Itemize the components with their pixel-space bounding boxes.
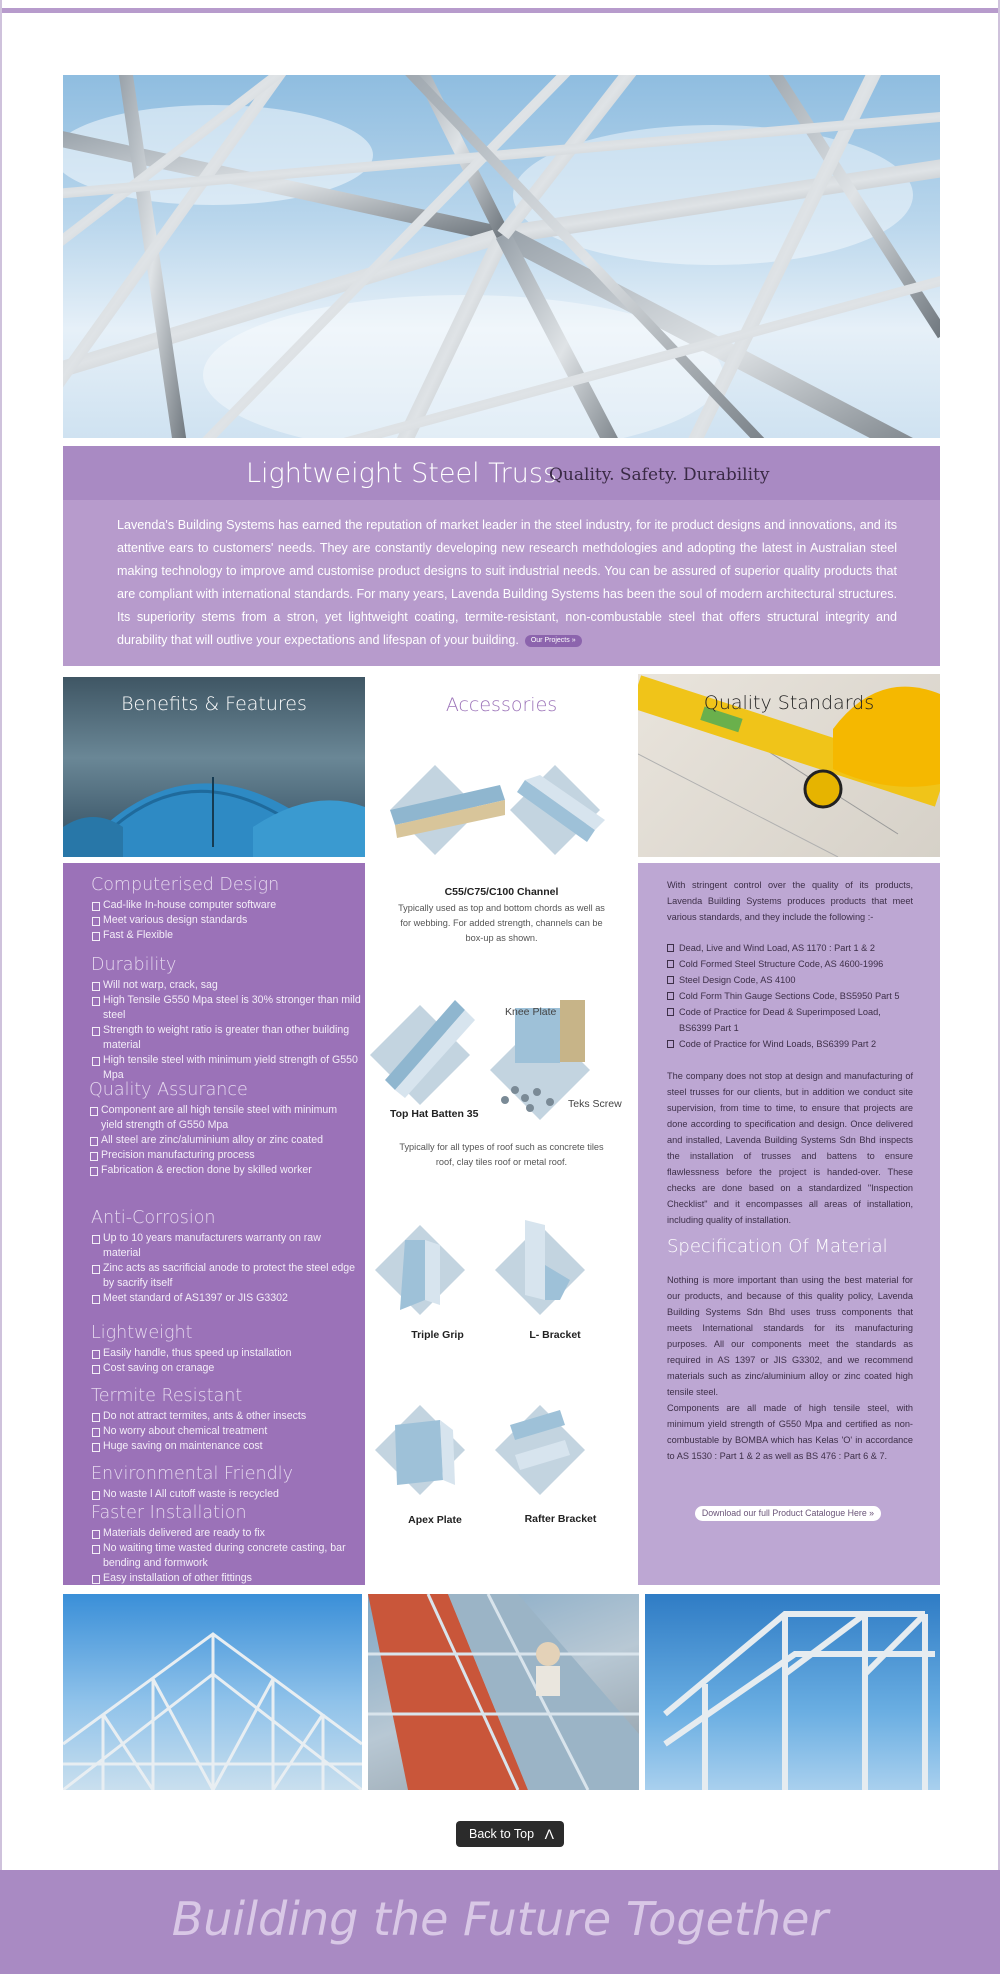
benefits-umbrella-image bbox=[63, 677, 365, 857]
download-catalogue-button[interactable]: Download our full Product Catalogue Here » bbox=[695, 1506, 881, 1521]
teks-screw-label: Teks Screw bbox=[568, 1098, 622, 1110]
feature-title: Lightweight bbox=[91, 1323, 193, 1343]
feature-item: Fast & Flexible bbox=[91, 928, 361, 943]
feature-group bbox=[91, 1323, 361, 1376]
chevron-up-icon: Λ bbox=[544, 1826, 554, 1842]
feature-title: Anti-Corrosion bbox=[91, 1208, 216, 1228]
feature-group bbox=[91, 1386, 361, 1454]
quality-panel bbox=[638, 863, 940, 1585]
feature-item: Cost saving on cranage bbox=[91, 1361, 361, 1376]
feature-item: Will not warp, crack, sag bbox=[91, 978, 361, 993]
standard-item: Code of Practice for Dead & Superimposed Load, BS6399 Part 1 bbox=[667, 1004, 913, 1036]
feature-item: No waiting time wasted during concrete casting, bar bending and formwork bbox=[91, 1541, 361, 1571]
feature-group bbox=[91, 875, 361, 943]
feature-item: Easily handle, thus speed up installation bbox=[91, 1346, 361, 1361]
standard-item: Code of Practice for Wind Loads, BS6399 Part 2 bbox=[667, 1036, 913, 1052]
top-hat-batten-icon bbox=[370, 1000, 590, 1120]
banner-tagline: Quality. Safety. Durability bbox=[549, 465, 770, 485]
intro-banner bbox=[63, 446, 940, 666]
top-bar bbox=[0, 0, 1000, 14]
feature-item: Strength to weight ratio is greater than other building material bbox=[91, 1023, 361, 1053]
standard-item: Dead, Live and Wind Load, AS 1170 : Part 1 & 2 bbox=[667, 940, 913, 956]
feature-item: Meet standard of AS1397 or JIS G3302 bbox=[91, 1291, 361, 1306]
feature-item: Component are all high tensile steel with minimum yield strength of G550 Mpa bbox=[89, 1103, 359, 1133]
rafter-bracket-label: Rafter Bracket bbox=[524, 1513, 597, 1525]
channel-label: C55/C75/C100 Channel bbox=[444, 886, 559, 898]
truss-structure-photo bbox=[63, 1594, 362, 1790]
steel-frame-photo bbox=[645, 1594, 940, 1790]
feature-item: Materials delivered are ready to fix bbox=[91, 1526, 361, 1541]
banner-body bbox=[117, 514, 897, 652]
hero-truss-image bbox=[63, 75, 940, 438]
footer-slogan: Building the Future Together bbox=[171, 1892, 829, 1946]
quality-tools-image bbox=[638, 674, 940, 857]
quality-heading: Quality Standards bbox=[703, 692, 875, 714]
knee-plate-label: Knee Plate bbox=[505, 1006, 557, 1018]
feature-title: Computerised Design bbox=[91, 875, 280, 895]
roof-tiling-photo bbox=[368, 1594, 639, 1790]
feature-item: No worry about chemical treatment bbox=[91, 1424, 361, 1439]
our-projects-link[interactable]: Our Projects » bbox=[525, 635, 582, 647]
footer bbox=[0, 1870, 1000, 1974]
feature-item: Zinc acts as sacrificial anode to protect the steel edge by sacrify itself bbox=[91, 1261, 361, 1291]
feature-item: Precision manufacturing process bbox=[89, 1148, 359, 1163]
accessories-heading: Accessories bbox=[445, 694, 558, 716]
feature-group bbox=[91, 1503, 361, 1586]
back-to-top-button[interactable] bbox=[456, 1821, 564, 1847]
feature-item: Cad-like In-house computer software bbox=[91, 898, 361, 913]
apex-plate-icon bbox=[375, 1405, 465, 1495]
batten-description: Typically for all types of roof such as concrete tiles roof, clay tiles roof or metal roof. bbox=[399, 1142, 604, 1167]
feature-title: Durability bbox=[91, 955, 177, 975]
standard-item: Cold Formed Steel Structure Code, AS 4600-1996 bbox=[667, 956, 913, 972]
triple-grip-label: Triple Grip bbox=[411, 1329, 464, 1341]
inspection-text: The company does not stop at design and manufacturing of steel trusses for our clients, but in addition we conduct site supervision, from time to time, to ensure that projects are done according to specification and design. Once delivered and installed, Lavenda Building Systems Sdn Bhd inspects the installation of trusses and battens to ensure flawlessness before the project is handed-over. These checks are done based on a standardized "Inspection Checklist" and it encompasses all areas of installation, including quality of installation. bbox=[667, 1071, 913, 1225]
feature-item: Fabrication & erection done by skilled worker bbox=[89, 1163, 359, 1178]
standards-list bbox=[667, 940, 913, 1052]
feature-item: No waste l All cutoff waste is recycled bbox=[91, 1487, 361, 1502]
spec-title: Specification Of Material bbox=[667, 1236, 888, 1257]
l-bracket-icon bbox=[495, 1220, 585, 1315]
frame-left bbox=[0, 0, 2, 1870]
feature-group bbox=[89, 1080, 359, 1178]
feature-group bbox=[91, 1208, 361, 1306]
channel-description: Typically used as top and bottom chords as well as for webbing. For added strength, channels can be box-up as shown. bbox=[398, 903, 605, 943]
top-hat-batten-label: Top Hat Batten 35 bbox=[390, 1108, 479, 1120]
accessories-illustrations bbox=[365, 720, 638, 1620]
feature-item: Meet various design standards bbox=[91, 913, 361, 928]
banner-header bbox=[63, 446, 940, 500]
standard-item: Steel Design Code, AS 4100 bbox=[667, 972, 913, 988]
feature-item: Do not attract termites, ants & other insects bbox=[91, 1409, 361, 1424]
benefits-heading: Benefits & Features bbox=[121, 693, 307, 715]
spec-text-2: Components are all made of high tensile steel, with minimum yield strength of G550 Mpa and certified as non-combustable by BOMBA which has Kelas 'O' in accordance to AS 1530 : Part 1 & 2 as well as BS 476 : Part 6 & 7. bbox=[667, 1403, 913, 1461]
banner-title: Lightweight Steel Truss bbox=[246, 458, 558, 489]
feature-item: All steel are zinc/aluminium alloy or zinc coated bbox=[89, 1133, 359, 1148]
standard-item: Cold Form Thin Gauge Sections Code, BS5950 Part 5 bbox=[667, 988, 913, 1004]
feature-item: Easy installation of other fittings bbox=[91, 1571, 361, 1586]
feature-item: Huge saving on maintenance cost bbox=[91, 1439, 361, 1454]
feature-group bbox=[91, 955, 361, 1083]
channel-icon bbox=[390, 765, 605, 855]
feature-item: High Tensile G550 Mpa steel is 30% stronger than mild steel bbox=[91, 993, 361, 1023]
spec-text-1: Nothing is more important than using the best material for our products, and because of this quality policy, Lavenda Building Systems Sdn Bhd uses truss components that meets International standards for its manufacturing purposes. All our components meet the standards as required in AS 1397 or JIS G3302, and we recommend materials such as zinc/aluminium alloy or zinc coated high tensile steel. bbox=[667, 1275, 913, 1397]
quality-intro: With stringent control over the quality of its products, Lavenda Building Systems produces products that meet various standards, and they include the following :- bbox=[667, 880, 913, 922]
banner-body-text: Lavenda's Building Systems has earned the reputation of market leader in the steel industry, for ite product designs and innovations, and its attentive ears to customers' needs. They are constantly developing new research methdologies and adopting the latest in Australian steel making technology to improve amd customise product designs to suit industrial needs. You can be assured of superior quality products that are compliant with international standards. For many years, Lavenda Building Systems has been the soul of modern architectural structures. Its superiority stems from a stron, yet lightweight coating, termite-resistant, non-combustable steel that offers structural integrity and durability that will outlive your expectations and lifespan of your building. bbox=[117, 518, 897, 647]
triple-grip-icon bbox=[375, 1225, 465, 1315]
rafter-bracket-icon bbox=[495, 1405, 585, 1495]
l-bracket-label: L- Bracket bbox=[529, 1329, 581, 1341]
feature-title: Quality Assurance bbox=[89, 1080, 248, 1100]
back-to-top-label: Back to Top bbox=[469, 1827, 535, 1841]
top-accent-line bbox=[0, 8, 1000, 13]
feature-item: Up to 10 years manufacturers warranty on raw material bbox=[91, 1231, 361, 1261]
feature-title: Faster Installation bbox=[91, 1503, 247, 1523]
feature-title: Environmental Friendly bbox=[91, 1464, 293, 1484]
apex-plate-label: Apex Plate bbox=[408, 1514, 462, 1526]
feature-title: Termite Resistant bbox=[91, 1386, 243, 1406]
feature-item: High tensile steel with minimum yield strength of G550 Mpa bbox=[91, 1053, 361, 1083]
features-panel bbox=[63, 863, 365, 1585]
feature-group bbox=[91, 1464, 361, 1502]
